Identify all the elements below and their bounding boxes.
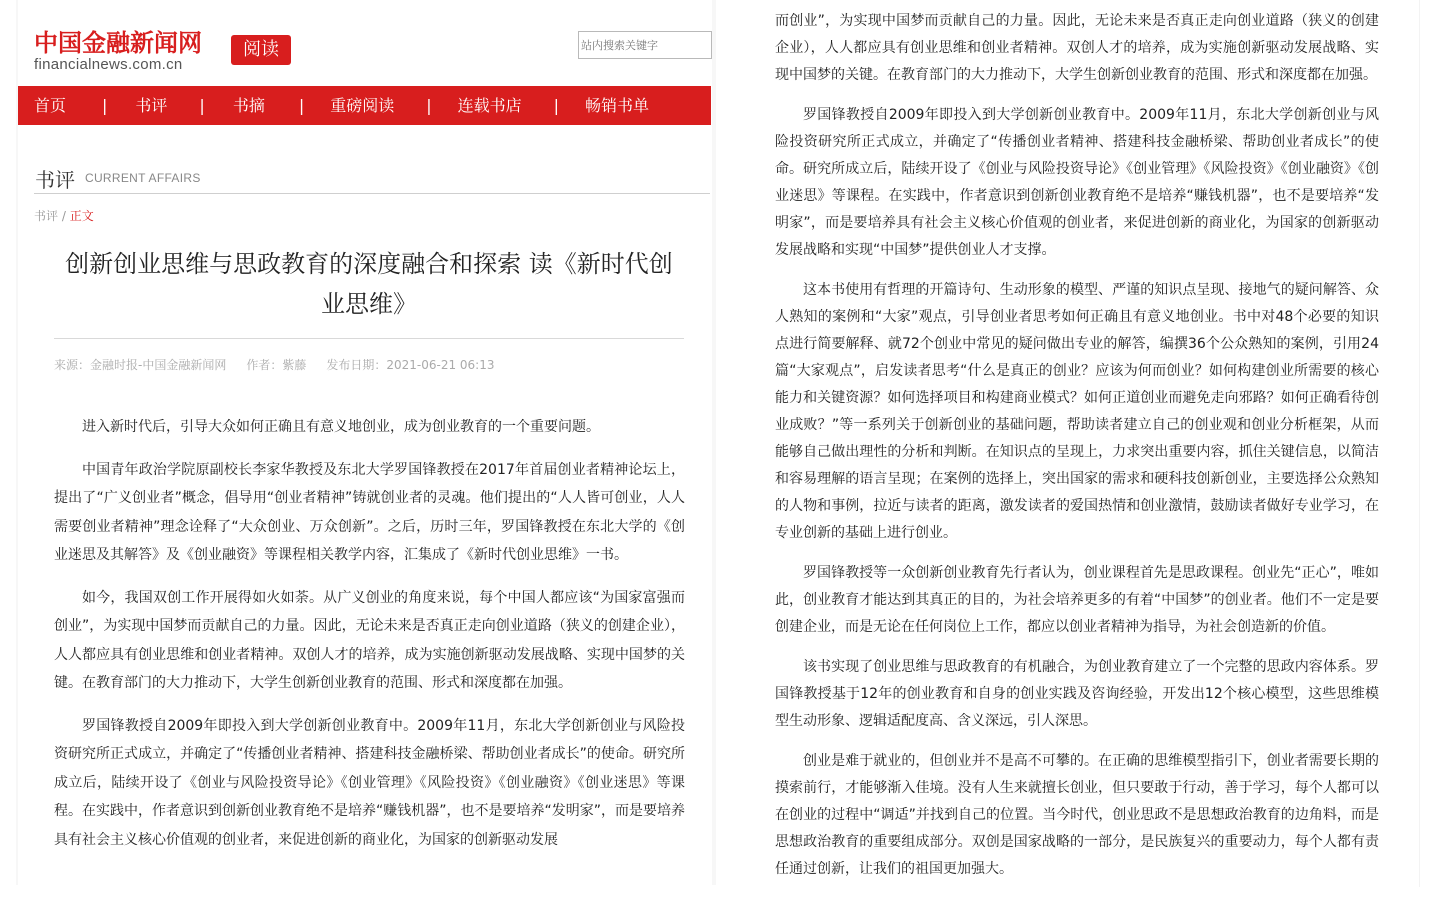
site-logo[interactable]	[34, 28, 202, 72]
article-author: 作者：紫藤	[246, 358, 307, 372]
paragraph: 该书实现了创业思维与思政教育的有机融合，为创业教育建立了一个完整的思政内容体系。罗国锋教授基于12年的创业教育和自身的创业实践及咨询经验，开发出12个核心模型，这些思维模型生动形象、逻辑适配度高、含义深远，引人深思。	[775, 659, 1379, 729]
nav-item-featured[interactable]: 重磅阅读	[330, 96, 395, 115]
paragraph: 罗国锋教授自2009年即投入到大学创新创业教育中。2009年11月，东北大学创新创业与风险投资研究所正式成立，并确定了“传播创业者精神、搭建科技金融桥梁、帮助创业者成长”的使命。研究所成立后，陆续开设了《创业与风险投资导论》《创业管理》《风险投资》《创业融资》《创业迷思》等课程。在实践中，作者意识到创新创业教育绝不是培养“赚钱机器”，也不是要培养“发明家”，而是要培养具有社会主义核心价值观的创业者，来促进创新的商业化，为国家的创新驱动发展	[54, 717, 686, 848]
breadcrumb-current: 正文	[69, 209, 94, 223]
breadcrumb-parent-link[interactable]: 书评	[34, 209, 59, 223]
paragraph: 罗国锋教授等一众创新创业教育先行者认为，创业课程首先是思政课程。创业先“正心”，唯如此，创业教育才能达到其真正的目的，为社会培养更多的有着“中国梦”的创业者。他们不一定是要创建企业，而是无论在任何岗位上工作，都应以创业者精神为指导，为社会创造新的价值。	[775, 565, 1379, 635]
search-input[interactable]	[578, 31, 712, 59]
breadcrumb-separator: /	[58, 209, 70, 223]
nav-separator: |	[102, 96, 108, 115]
article-source: 来源：金融时报-中国金融新闻网	[54, 358, 227, 372]
section-subtitle: CURRENT AFFAIRS	[85, 171, 201, 185]
paragraph: 进入新时代后，引导大众如何正确且有意义地创业，成为创业教育的一个重要问题。	[82, 419, 600, 435]
logo-chinese-text: 中国金融新闻网	[34, 28, 202, 57]
paragraph: 中国青年政治学院原副校长李家华教授及东北大学罗国锋教授在2017年首届创业者精神论坛上，提出了“广义创业者”概念，倡导用“创业者精神”铸就创业者的灵魂。他们提出的“人人皆可创业，人人需要创业者精神”理念诠释了“大众创业、万众创新”。之后，历时三年，罗国锋教授在东北大学的《创业迷思及其解答》及《创业融资》等课程相关教学内容，汇集成了《新时代创业思维》一书。	[54, 461, 685, 563]
nav-item-excerpts[interactable]: 书摘	[232, 96, 265, 115]
title-divider	[54, 338, 684, 339]
nav-separator: |	[298, 96, 305, 115]
article-title: 创新创业思维与思政教育的深度融合和探索 读《新时代创业思维》	[65, 250, 673, 318]
section-title: 书评	[35, 168, 75, 192]
nav-separator: |	[199, 96, 205, 115]
logo-domain-text: financialnews.com.cn	[34, 56, 183, 73]
channel-badge[interactable]: 阅读	[231, 35, 291, 65]
section-divider	[34, 193, 710, 194]
nav-item-book-review[interactable]: 书评	[135, 96, 168, 115]
right-screenshot-panel	[730, 0, 1440, 900]
nav-item-home[interactable]: 首页	[34, 96, 67, 115]
nav-separator: |	[553, 96, 560, 115]
paragraph: 这本书使用有哲理的开篇诗句、生动形象的模型、严谨的知识点呈现、接地气的疑问解答、众人熟知的案例和“大家”观点，引导创业者思考如何正确且有意义地创业。书中对48个必要的知识点进行简要解释、就72个创业中常见的疑问做出专业的解答，编撰36个公众熟知的案例，引用24篇“大家观点”，启发读者思考“什么是真正的创业？应该为何而创业？如何构建创业所需要的核心能力和关键资源？如何选择项目和构建商业模式？如何正道创业而避免走向邪路？如何正确看待创业成败？”等一系列关于创新创业的基础问题，帮助读者建立自己的创业观和创业分析框架，从而能够自己做出理性的分析和判断。在知识点的呈现上，力求突出重要内容，抓住关键信息，以简洁和容易理解的语言呈现；在案例的选择上，突出国家的需求和硬科技创新创业，主要选择公众熟知的人物和事例，拉近与读者的距离，激发读者的爱国热情和创业激情，鼓励读者做好专业学习，在专业创新的基础上进行创业。	[775, 282, 1379, 541]
breadcrumb	[34, 207, 94, 224]
article-meta	[54, 356, 495, 373]
paragraph: 而创业”，为实现中国梦而贡献自己的力量。因此，无论未来是否真正走向创业道路（狭义的创建企业），人人都应具有创业思维和创业者精神。双创人才的培养，成为实施创新驱动发展战略、实现中国梦的关键。在教育部门的大力推动下，大学生创新创业教育的范围、形式和深度都在加强。	[775, 13, 1379, 83]
article-body-left	[54, 413, 685, 868]
nav-item-serials[interactable]: 连载书店	[457, 96, 522, 115]
paragraph: 罗国锋教授自2009年即投入到大学创新创业教育中。2009年11月，东北大学创新创业与风险投资研究所正式成立，并确定了“传播创业者精神、搭建科技金融桥梁、帮助创业者成长”的使命。研究所成立后，陆续开设了《创业与风险投资导论》《创业管理》《风险投资》《创业融资》《创业迷思》等课程。在实践中，作者意识到创新创业教育绝不是培养“赚钱机器”，也不是要培养“发明家”，而是要培养具有社会主义核心价值观的创业者，来促进创新的商业化，为国家的创新驱动发展战略和实现“中国梦”提供创业人才支撑。	[775, 107, 1379, 258]
nav-item-bestsellers[interactable]: 畅销书单	[585, 96, 650, 115]
main-nav	[18, 86, 711, 125]
article-date: 发布日期：2021-06-21 06:13	[326, 358, 495, 372]
paragraph: 如今，我国双创工作开展得如火如荼。从广义创业的角度来说，每个中国人都应该“为国家富强而创业”，为实现中国梦而贡献自己的力量。因此，无论未来是否真正走向创业道路（狭义的创建企业），人人都应具有创业思维和创业者精神。双创人才的培养，成为实施创新驱动发展战略、实现中国梦的关键。在教育部门的大力推动下，大学生创新创业教育的范围、形式和深度都在加强。	[54, 589, 685, 691]
nav-separator: |	[426, 96, 432, 115]
paragraph: 创业是难于就业的，但创业并不是高不可攀的。在正确的思维模型指引下，创业者需要长期的摸索前行，才能够渐入佳境。没有人生来就擅长创业，但只要敢于行动，善于学习，每个人都可以在创业的过程中“调适”并找到自己的位置。当今时代，创业思政不是思想政治教育的边角料，而是思想政治教育的重要组成部分。双创是国家战略的一部分，是民族复兴的重要动力，每个人都有责任通过创新，让我们的祖国更加强大。	[775, 753, 1379, 877]
article-body-right	[775, 8, 1379, 896]
